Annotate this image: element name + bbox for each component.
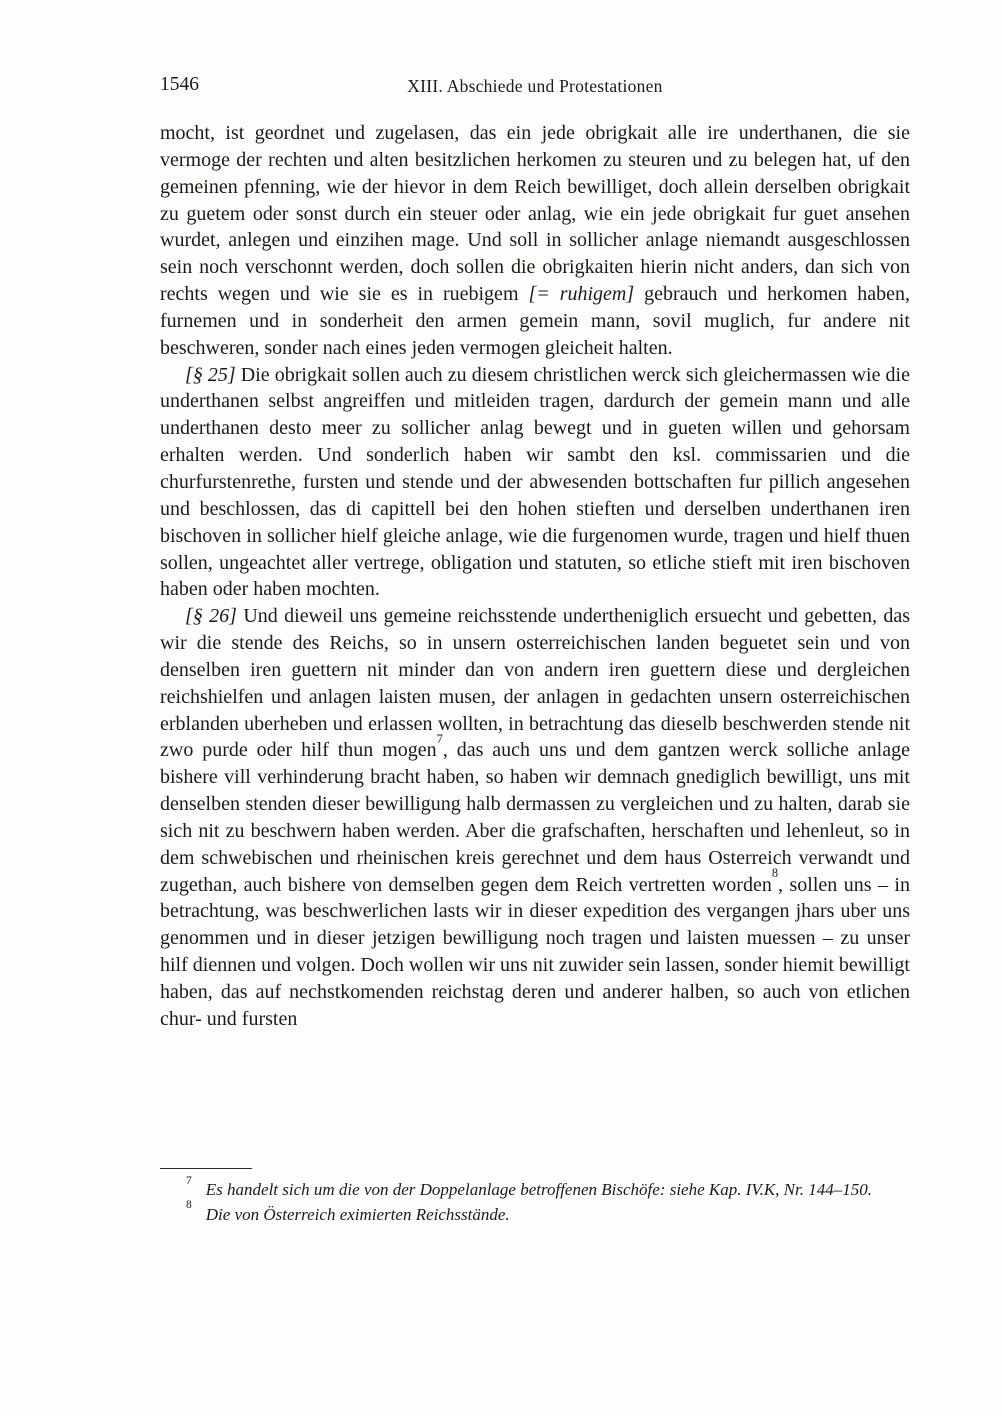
body-text-segment: Die obrigkait sollen auch zu diesem christlichen werck sich gleichermassen wie die underthanen selbst angreiffen und mitleiden tragen, dardurch der gemein mann und alle underthanen desto meer zu sollicher anlag bewegt und in gueten willen und gehorsam erhalten werden. Und sonderlich haben wir sambt den ksl. commissarien und die churfurstenrethe, fursten und stende und der abwesenden bottschaften fur pillich angesehen und beschlossen, das di capittell bei den hohen stieften und derselben underthanen iren bischoven in sollicher hielf gleiche anlage, wie die furgenomen wurde, tragen und hielf thuen sollen, ungeachtet aller vertrege, obligation und statuten, so etliche stieft mit iren bischoven haben oder haben mochten. [160,363,910,601]
body-text [160,120,910,1033]
running-title: XIII. Abschiede und Protestationen [407,76,663,96]
footnote-8 [160,1198,910,1228]
body-text-segment: Und dieweil uns gemeine reichsstende undertheniglich ersuecht und gebetten, das wir die stende des Reichs, so in unsern osterreichischen landen beguetet sein und von denselben iren guettern nit minder dan von andern iren guettern diese und dergleichen reichshielfen und anlagen laisten musen, der anlagen in gedachten unsern osterreichischen erblanden uberheben und erlassen wollten, in betrachtung das dieselb beschwerden stende nit zwo purde oder hilf thun mogen [160,605,910,762]
footnote-7 [160,1173,910,1203]
footnote-marker: 8 [186,1198,192,1212]
page-number: 1546 [160,74,199,95]
body-text-segment: gebrauch und herkomen haben, furnemen und in sonderheit den armen gemein mann, sovil muglich, fur andere nit beschweren, sonder nach eines jeden vermogen gleicheit halten. [160,283,910,359]
paragraph-section-25 [160,362,910,604]
footnotes-section [160,1168,910,1227]
page-header [160,74,910,100]
footnote-marker: 7 [186,1173,192,1187]
paragraph-section-26 [160,603,910,1033]
footnote-text: Die von Österreich eximierten Reichsstände. [205,1204,510,1224]
footnote-text: Es handelt sich um die von der Doppelanlage betroffenen Bischöfe: siehe Kap. IV.K, Nr. 144–150. [205,1180,872,1199]
body-text-segment: , sollen uns – in betrachtung, was beschwerlichen lasts wir in dieser expedition des vergangen jhars uber uns genommen und in dieser jetzigen bewilligung noch tragen und laisten muessen – zu unser hilf diennen und volgen. Doch wollen wir uns nit zuwider sein lassen, sonder hiemit bewilligt haben, das auf nechstkomenden reichstag deren und anderer halben, so auch von etlichen chur- und fursten [160,873,910,1030]
body-text-segment: , das auch uns und dem gantzen werck solliche anlage bishere vill verhinderung bracht haben, so haben wir demnach gnediglich bewilligt, uns mit denselben stenden dieser bewilligung halb dermassen zu vergleichen und zu halten, darab sie sich nit zu beschwern haben werden. Aber die grafschaften, herschaften und lehenleut, so in dem schwebischen und rheinischen kreis gerechnet und dem haus Osterreich verwandt und zugethan, auch bishere von demselben gegen dem Reich vertretten worden [160,739,910,896]
body-text-segment: mocht, ist geordnet und zugelasen, das ein jede obrigkait alle ire underthanen, die sie vermoge der rechten und alten besitzlichen herkomen zu steuren und zu belegen hat, uf den gemeinen pfenning, wie der hievor in dem Reich bewilliget, doch allein derselben obrigkait zu guetem oder sonst durch ein steuer oder anlag, wie ein jede obrigkait fur guet ansehen wurdet, anlegen und einzihen mage. Und soll in sollicher anlage niemandt ausgeschlossen sein noch verschonnt werden, doch sollen die obrigkaiten hierin nicht anders, dan sich von rechts wegen und wie sie es in ruebigem [160,122,910,306]
editorial-gloss: [= ruhigem] [528,283,635,306]
footnote-reference-7: 7 [436,732,443,747]
footnote-reference-8: 8 [771,866,779,881]
section-marker: [§ 25] [185,363,236,386]
footnote-separator [160,1168,252,1169]
section-marker: [§ 26] [185,605,237,628]
paragraph-continuation [160,120,910,362]
